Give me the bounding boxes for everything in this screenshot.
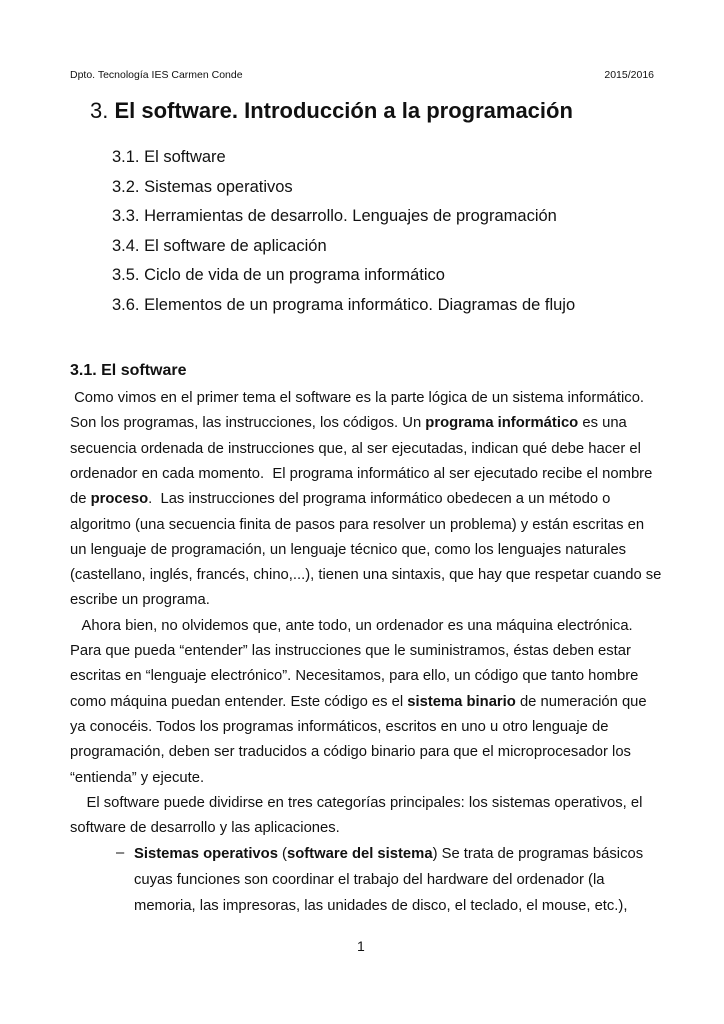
- text-line: [70, 566, 661, 584]
- toc-item: 3.6. Elementos de un programa informático. Diagramas de flujo: [112, 295, 576, 314]
- page-number: 1: [357, 938, 365, 954]
- list-dash: –: [116, 845, 125, 861]
- text-run: software de desarrollo y las aplicaciones.: [70, 820, 340, 837]
- text-line: [70, 769, 204, 787]
- text-line: [134, 871, 605, 889]
- text-line: [70, 591, 210, 609]
- text-line: [70, 794, 642, 812]
- text-line: [70, 642, 631, 660]
- text-line: [70, 414, 627, 432]
- bold-term: software del sistema: [286, 846, 433, 862]
- text-run: secuencia ordenada de instrucciones que, al ser ejecutadas, indican qué debe hacer el: [70, 440, 641, 457]
- text-run: (castellano, inglés, francés, chino,...), tienen una sintaxis, que hay que respetar cuando se: [70, 567, 662, 584]
- text-line: [70, 389, 644, 407]
- bold-term: programa informático: [425, 415, 579, 432]
- text-line: [134, 897, 627, 915]
- text-run: escribe un programa.: [70, 592, 210, 609]
- text-run: Son los programas, las instrucciones, los códigos. Un: [70, 415, 426, 432]
- bold-term: Sistemas operativos: [134, 846, 278, 862]
- text-run: de numeración que: [515, 693, 647, 710]
- text-run: “entienda” y ejecute.: [70, 769, 205, 786]
- text-run: un lenguaje de programación, un lenguaje técnico que, como los lenguajes naturales: [70, 541, 627, 558]
- text-line: [70, 516, 644, 534]
- text-run: programación, deben ser traducidos a código binario para que el microprocesador los: [70, 744, 631, 761]
- text-line: [70, 743, 631, 761]
- bold-term: sistema binario: [407, 693, 516, 710]
- text-run: ordenador en cada momento. El programa informático al ser ejecutado recibe el nombre: [70, 465, 653, 482]
- text-run: como máquina puedan entender. Este código es el: [70, 693, 408, 710]
- bold-term: proceso: [90, 491, 149, 508]
- text-run: Ahora bien, no olvidemos que, ante todo, un ordenador es una máquina electrónica.: [70, 617, 633, 634]
- title-number: 3.: [90, 98, 109, 123]
- toc-item: 3.1. El software: [112, 148, 226, 166]
- toc-item: 3.4. El software de aplicación: [112, 236, 327, 255]
- text-run: es una: [578, 415, 627, 432]
- text-run: escritas en “lenguaje electrónico”. Necesitamos, para ello, un código que tanto hombre: [70, 668, 639, 685]
- section-heading: 3.1. El software: [70, 362, 187, 379]
- text-run: Como vimos en el primer tema el software es la parte lógica de un sistema informático.: [70, 390, 645, 406]
- text-line: [70, 541, 626, 559]
- text-line: [70, 617, 633, 635]
- text-line: [134, 845, 643, 863]
- text-run: Para que pueda “entender” las instrucciones que le suministramos, éstas deben estar: [70, 643, 631, 659]
- text-run: ) Se trata de programas básicos: [432, 846, 644, 862]
- text-run: algoritmo (una secuencia finita de pasos para resolver un problema) y están escritas en: [70, 516, 645, 533]
- text-run: . Las instrucciones del programa informático obedecen a un método o: [148, 491, 611, 508]
- text-line: [70, 667, 638, 685]
- text-run: memoria, las impresoras, las unidades de disco, el teclado, el mouse, etc.),: [134, 898, 628, 914]
- text-run: El software puede dividirse en tres categorías principales: los sistemas operativos, el: [70, 794, 643, 811]
- text-line: [70, 819, 340, 837]
- toc-item: 3.3. Herramientas de desarrollo. Lenguajes de programación: [112, 207, 557, 225]
- text-line: [70, 693, 647, 711]
- text-run: (: [277, 846, 287, 862]
- text-run: ya conocéis. Todos los programas informáticos, escritos en uno u otro lenguaje de: [70, 718, 609, 735]
- text-line: [70, 718, 608, 736]
- text-line: [70, 465, 652, 483]
- text-line: [70, 490, 610, 508]
- page-title: [90, 98, 573, 124]
- text-line: [70, 440, 641, 458]
- header-left: Dpto. Tecnología IES Carmen Conde: [70, 69, 243, 81]
- text-run: cuyas funciones son coordinar el trabajo del hardware del ordenador (la: [134, 872, 605, 888]
- toc-item: 3.2. Sistemas operativos: [112, 177, 293, 196]
- title-text: El software. Introducción a la programación: [114, 98, 573, 123]
- header-right: 2015/2016: [604, 69, 654, 81]
- toc-item: 3.5. Ciclo de vida de un programa informático: [112, 266, 445, 284]
- text-run: de: [70, 491, 91, 508]
